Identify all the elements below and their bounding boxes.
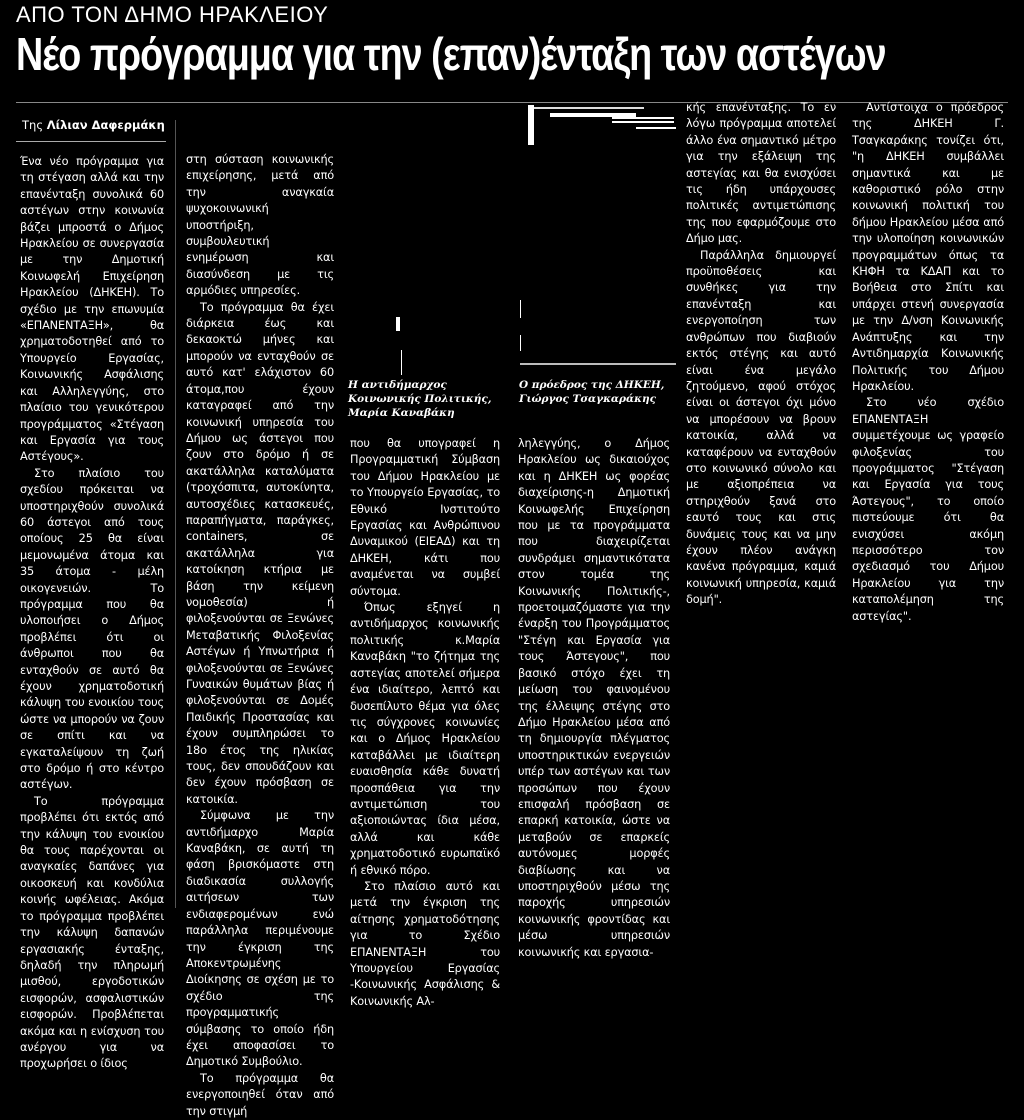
col1-paragraph: Το πρόγραμμα προβλέπει ότι εκτός από την κάλυψη του ενοικίου θα τους παρέχονται οι αναγκαίες δαπάνες για οικοσκευή και κονδύλια κοινής ωφέλειας. Ακόμα το πρόγραμμα προβλέπει την κάλυψη δαπανών εργασιακής ένταξης, δηλαδή την πληρωμή μισθού, εργοδοτικών εισφορών, ασφαλιστικών εισφορών. Προβλέπεται ακόμα και η ενίσχυση του ανέργου για να προχωρήσει ο ίδιος	[20, 794, 164, 1071]
caption-photo-1: Η αντιδήμαρχος Κοινωνικής Πολιτικής, Μαρία Καναβάκη	[348, 379, 492, 419]
col5-paragraph: Παράλληλα δημιουργεί προϋποθέσεις και συνθήκες για την επανένταξη και ενεργοποίηση των ανθρώπων που διαβιούν εκτός στέγης και αυτό είναι ένα μεγάλο ζητούμενο, αφού στόχος είναι οι άστεγοι όχι μόνο να μπορέσουν να βρουν κατοικία, αλλά να καταφέρουν να ενταχθούν στο κοινωνικό σύνολο και με αξιοπρέπεια να στηριχθούν ξανά στο εαυτό τους και στις δυνάμεις τους και να μην έχουν πλέον ανάγκη κανένα πρόγραμμα, καμιά κοινωνική υπηρεσία, καμιά δομή".	[686, 248, 836, 607]
col6-paragraph: Στο νέο σχέδιο ΕΠΑΝΕΝΤΑΞΗ συμμετέχουμε ως γραφείο φιλοξενίας του προγράμματος "Στέγαση και Εργασία για τους Άστεγους", το οποίο πιστεύουμε ότι θα ενισχύσει ακόμη περισσότερο τον σχεδιασμό του Δήμου Ηρακλείου για την καταπολέμηση της αστεγίας".	[852, 396, 1004, 623]
column-4	[518, 436, 670, 959]
col2-paragraph: Το πρόγραμμα θα ενεργοποιηθεί όταν από την στιγμή	[186, 1071, 334, 1118]
column-1	[20, 154, 164, 1071]
col5-paragraph: κής επανένταξης. Το εν λόγω πρόγραμμα αποτελεί άλλο ένα σημαντικό μέτρο για την εξάλειψη της αστεγίας και θα ενισχύσει τις ήδη υπάρχουσες πολιτικές αντιμετώπισης της που εφαρμόζουμε στο Δήμο μας.	[686, 101, 836, 246]
col4-paragraph: ληλεγγύης, ο Δήμος Ηρακλείου ως δικαιούχος και η ΔΗΚΕΗ ως φορέας διαχείρισης-η Δημοτική Κοινωφελής Επιχείρηση που με τα προγράμματα που διαχειρίζεται συνδράμει σημαντικότατα στον τομέα της Κοινωνικής Πολιτικής-, προετοιμαζόμαστε για την έναρξη του Προγράμματος "Στέγη και Εργασία για τους Άστεγους", που βασικό στόχο έχει τη μείωση του φαινομένου της έλλειψης στέγης στο Δήμο Ηρακλείου μέσα από τη δημιουργία πλέγματος υποστηρικτικών ενεργειών υπέρ των αστέγων και των προσώπων που έχουν επισφαλή πρόσβαση σε επαρκή κατοικία, ώστε να μεταβούν σε επαρκείς αυτόνομες μορφές διαβίωσης και να υποστηριχθούν μέσω της παροχής υπηρεσιών κοινωνικής φροντίδας και μέσω υπηρεσιών κοινωνικής και εργασια-	[518, 437, 670, 959]
photo-proedros	[516, 105, 678, 375]
byline	[22, 118, 165, 132]
col3-paragraph: Όπως εξηγεί η αντιδήμαρχος κοινωνικής πολιτικής κ.Μαρία Καναβάκη "το ζήτημα της αστεγίας αποτελεί σήμερα ένα ιδιαίτερο, λεπτό και δυσεπίλυτο θέμα για όλες τις σύγχρονες κοινωνίες και ο Δήμος Ηρακλείου καταβάλλει με ιδιαίτερη ευαισθησία κάθε δυνατή προσπάθεια για την αντιμετώπιση του αξιοποιώντας ίδια μέσα, αλλά και κάθε χρηματοδοτικό ευρωπαϊκό ή εθνικό πόρο.	[350, 601, 500, 877]
byline-prefix: Της	[22, 118, 44, 132]
column-6	[852, 100, 1004, 908]
col2-paragraph: Σύμφωνα με την αντιδήμαρχο Μαρία Καναβάκη, σε αυτή τη φάση βρισκόμαστε στη διαδικασία συλλογής αιτήσεων των ενδιαφερομένων ενώ παράλληλα περιμένουμε την έγκριση της Αποκεντρωμένης Διοίκησης σε σχέση με το σχέδιο της προγραμματικής σύμβασης το οποίο ήδη έχει αποφασίσει το Δημοτικό Συμβούλιο.	[186, 809, 334, 1069]
col1-paragraph: Στο πλαίσιο του σχεδίου πρόκειται να υποστηριχθούν συνολικά 60 άστεγοι από τους οποίους 25 θα είναι μεμονωμένα άτομα και 35 άτομα - μέλη οικογενειών. Το πρόγραμμα που θα υλοποιήσει ο Δήμος προβλέπει ότι οι άνθρωποι που θα ενταχθούν σε αυτό θα έχουν χρηματοδοτική κάλυψη του ενοικίου τους ώστε να μπορούν να ζουν σε σπίτι και να εγκαταλείψουν τη ζωή στο δρόμο ή στο κέντρο αστέγων.	[20, 466, 164, 792]
column-divider	[175, 120, 176, 908]
col3-paragraph: που θα υπογραφεί η Προγραμματική Σύμβαση του Δήμου Ηρακλείου με το Υπουργείο Εργασίας, το Εθνικό Ινστιτούτο Εργασίας και Ανθρώπινου Δυναμικού (ΕΙΕΑΔ) και τη ΔΗΚΕΗ, κάτι που αναμένεται να συμβεί σύντομα.	[350, 437, 500, 598]
col3-paragraph: Στο πλαίσιο αυτό και μετά την έγκριση της αίτησης χρηματοδότησης για το Σχέδιο ΕΠΑΝΕΝΤΑΞΗ του Υπουργείου Εργασίας -Κοινωνικής Ασφάλισης & Κοινωνικής Αλ-	[350, 879, 500, 1008]
photo-antidimarchos	[346, 105, 510, 375]
byline-rule	[16, 141, 166, 142]
col1-paragraph: Ένα νέο πρόγραμμα για τη στέγαση αλλά και την επανένταξη συνολικά 60 αστέγων στην κοινωνία βάζει μπροστά ο Δήμος Ηρακλείου σε συνεργασία με την Δημοτική Κοινωφελή Επιχείρηση Ηρακλείου (ΔΗΚΕΗ). Το σχέδιο με την επωνυμία «ΕΠΑΝΕΝΤΑΞΗ», θα χρηματοδοτηθεί από το Υπουργείο Εργασίας, Κοινωνικής Ασφάλισης και Αλληλεγγύης, στο πλαίσιο του γενικότερου προγράμματος «Στέγαση και Εργασία για τους Αστέγους».	[20, 155, 164, 464]
column-3	[350, 436, 500, 1008]
headline: Νέο πρόγραμμα για την (επαν)ένταξη των αστέγων	[16, 28, 886, 80]
byline-author: Λίλιαν Δαφερμάκη	[46, 118, 165, 132]
caption-photo-2: Ο πρόεδρος της ΔΗΚΕΗ, Γιώργος Τσαγκαράκης	[519, 379, 665, 405]
col2-paragraph: Το πρόγραμμα θα έχει διάρκεια έως και δεκαοκτώ μήνες και μπορούν να ενταχθούν σε αυτό κατ' ελάχιστον 60 άτομα,που έχουν καταγραφεί από την κοινωνική υπηρεσία του Δήμου ως άστεγοι που ζουν στο δρόμο ή σε ακατάλληλα καταλύματα (τροχόσπιτα, αυτοκίνητα, αυτοσχέδιες κατασκευές, παραπήγματα, παράγκες, containers, σε ακατάλληλα για κατοίκηση κτήρια με βάση την κείμενη νομοθεσία) ή φιλοξενούνται σε Ξενώνες Μεταβατικής Φιλοξενίας Αστέγων ή Υπνωτήρια ή φιλοξενούνται σε Ξενώνες Γυναικών θυμάτων βίας ή φιλοξενούνται σε Δομές Παιδικής Προστασίας και έχουν συμπληρώσει το 18ο έτος της ηλικίας τους, δεν σπουδάζουν και δεν έχουν πρόσβαση σε κατοικία.	[186, 300, 334, 806]
column-2	[186, 152, 334, 1118]
kicker: ΑΠΟ ΤΟΝ ΔΗΜΟ ΗΡΑΚΛΕΙΟΥ	[16, 2, 329, 27]
col2-paragraph: στη σύσταση κοινωνικής επιχείρησης, μετά από την αναγκαία ψυχοκοινωνική υποστήριξη, συμβουλευτική ενημέρωση και διασύνδεση με τις αρμόδιες υπηρεσίες.	[186, 153, 334, 298]
column-5	[686, 100, 836, 908]
col6-paragraph: Αντίστοιχα ο πρόεδρος της ΔΗΚΕΗ Γ. Τσαγκαράκης τονίζει ότι, "η ΔΗΚΕΗ συμβάλλει σημαντικά και με καθοριστικό ρόλο στην κοινωνική πολιτική του δήμου Ηρακλείου μέσα από την υλοποίηση κοινωνικών προγραμμάτων όπως τα ΚΗΦΗ τα ΚΔΑΠ και το Βοήθεια στο Σπίτι και υπάρχει στενή συνεργασία με την Δ/νση Κοινωνικής Ανάπτυξης και την Αντιδημαρχία Κοινωνικής Πολιτικής του Δήμου Ηρακλείου.	[852, 101, 1004, 393]
